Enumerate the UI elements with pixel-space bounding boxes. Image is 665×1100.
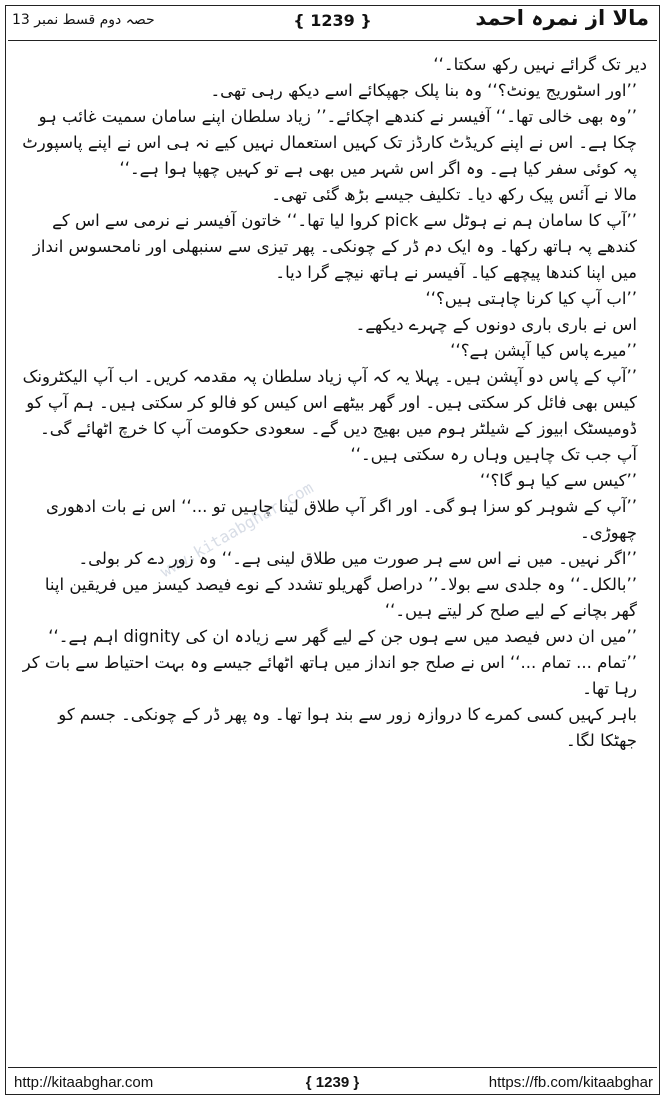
paragraph: ’’آپ کے شوہر کو سزا ہو گی۔ اور اگر آپ طلاق لینا چاہیں تو ...‘‘ اس نے بات ادھوری چھوڑی۔ [46, 497, 637, 542]
paragraph: ’’اور اسٹوریج یونٹ؟‘‘ وہ بنا پلک جھپکائے اسے دیکھ رہی تھی۔ [210, 81, 637, 100]
paragraph: ’’میرے پاس کیا آپشن ہے؟‘‘ [450, 341, 637, 360]
paragraph: ’’اگر نہیں۔ میں نے اس سے ہر صورت میں طلاق لینی ہے۔‘‘ وہ زور دے کر بولی۔ [78, 549, 637, 568]
paragraph: باہر کہیں کسی کمرے کا دروازہ زور سے بند ہوا تھا۔ وہ پھر ڈر کے چونکی۔ جسم کو جھٹکا لگا۔ [58, 705, 637, 750]
episode-label: حصہ دوم قسط نمبر 13 [12, 12, 155, 28]
page-footer [8, 1074, 657, 1096]
facebook-link[interactable]: https://fb.com/kitaabghar [488, 1074, 653, 1091]
paragraph: ’’بالکل۔‘‘ وہ جلدی سے بولا۔’’ دراصل گھریلو تشدد کے نوے فیصد کیسز میں فریقین اپنا گھر بچانے کے لیے صلح کر لیتے ہیں۔‘‘ [44, 575, 637, 620]
book-title: مالا از نمرہ احمد [475, 6, 649, 30]
paragraph: ’’آپ کے پاس دو آپشن ہیں۔ پہلا یہ کہ آپ زیاد سلطان پہ مقدمہ کریں۔ اب آپ الیکٹرونک کیس بھی فائل کر سکتی ہیں۔ اور گھر بیٹھے اس کیس کو فالو کر سکتی ہیں۔ ہم آپ کو ڈومیسٹک ابیوز کے شیلٹر ہوم میں بھیج دیں گے۔ سعودی حکومت آپ کا خرچ اٹھائے گی۔ آپ جب تک چاہیں وہاں رہ سکتی ہیں۔‘‘ [22, 367, 637, 464]
paragraph: ’’وہ بھی خالی تھا۔‘‘ آفیسر نے کندھے اچکائے۔’’ زیاد سلطان اپنے سامان سمیت غائب ہو چکا ہے۔ اس نے اپنے کریڈٹ کارڈز تک کہیں استعمال نہیں کیے نہ ہی اس نے اپنے پاسپورٹ پہ کوئی سفر کیا ہے۔ وہ اگر اس شہر میں بھی ہے تو کہیں چھپا ہوا ہے۔‘‘ [22, 107, 637, 178]
paragraph: ’’میں ان دس فیصد میں سے ہوں جن کے لیے گھر سے زیادہ ان کی dignity اہم ہے۔‘‘ [48, 627, 637, 646]
paragraph: دیر تک گرائے نہیں رکھ سکتا۔‘‘ [433, 55, 647, 74]
paragraph: مالا نے آئس پیک رکھ دیا۔ تکلیف جیسے بڑھ گئی تھی۔ [271, 185, 637, 204]
watermark: www.kitaabghar.com [156, 477, 317, 582]
paragraph: اس نے باری باری دونوں کے چہرے دیکھے۔ [355, 315, 637, 334]
page-header [8, 4, 657, 40]
website-link[interactable]: http://kitaabghar.com [14, 1074, 154, 1091]
footer-page-number: { 1239 } [305, 1074, 360, 1091]
paragraph: ’’کیس سے کیا ہو گا؟‘‘ [479, 471, 637, 490]
story-text [22, 52, 647, 1050]
header-rule [8, 40, 657, 41]
header-page-number: { 1239 } [293, 11, 372, 30]
footer-rule [8, 1067, 657, 1068]
paragraph: ’’تمام ... تمام ...‘‘ اس نے صلح جو انداز میں ہاتھ اٹھائے جیسے وہ بہت احتیاط سے بات کر رہا تھا۔ [22, 653, 637, 698]
paragraph: ’’اب آپ کیا کرنا چاہتی ہیں؟‘‘ [425, 289, 637, 308]
paragraph: ’’آپ کا سامان ہم نے ہوٹل سے pick کروا لیا تھا۔‘‘ خاتون آفیسر نے نرمی سے اس کے کندھے پہ ہاتھ رکھا۔ وہ ایک دم ڈر کے چونکی۔ پھر تیزی سے سنبھلی اور نامحسوس انداز میں اپنا کندھا پیچھے کیا۔ آفیسر نے ہاتھ نیچے گرا دیا۔ [32, 211, 637, 282]
